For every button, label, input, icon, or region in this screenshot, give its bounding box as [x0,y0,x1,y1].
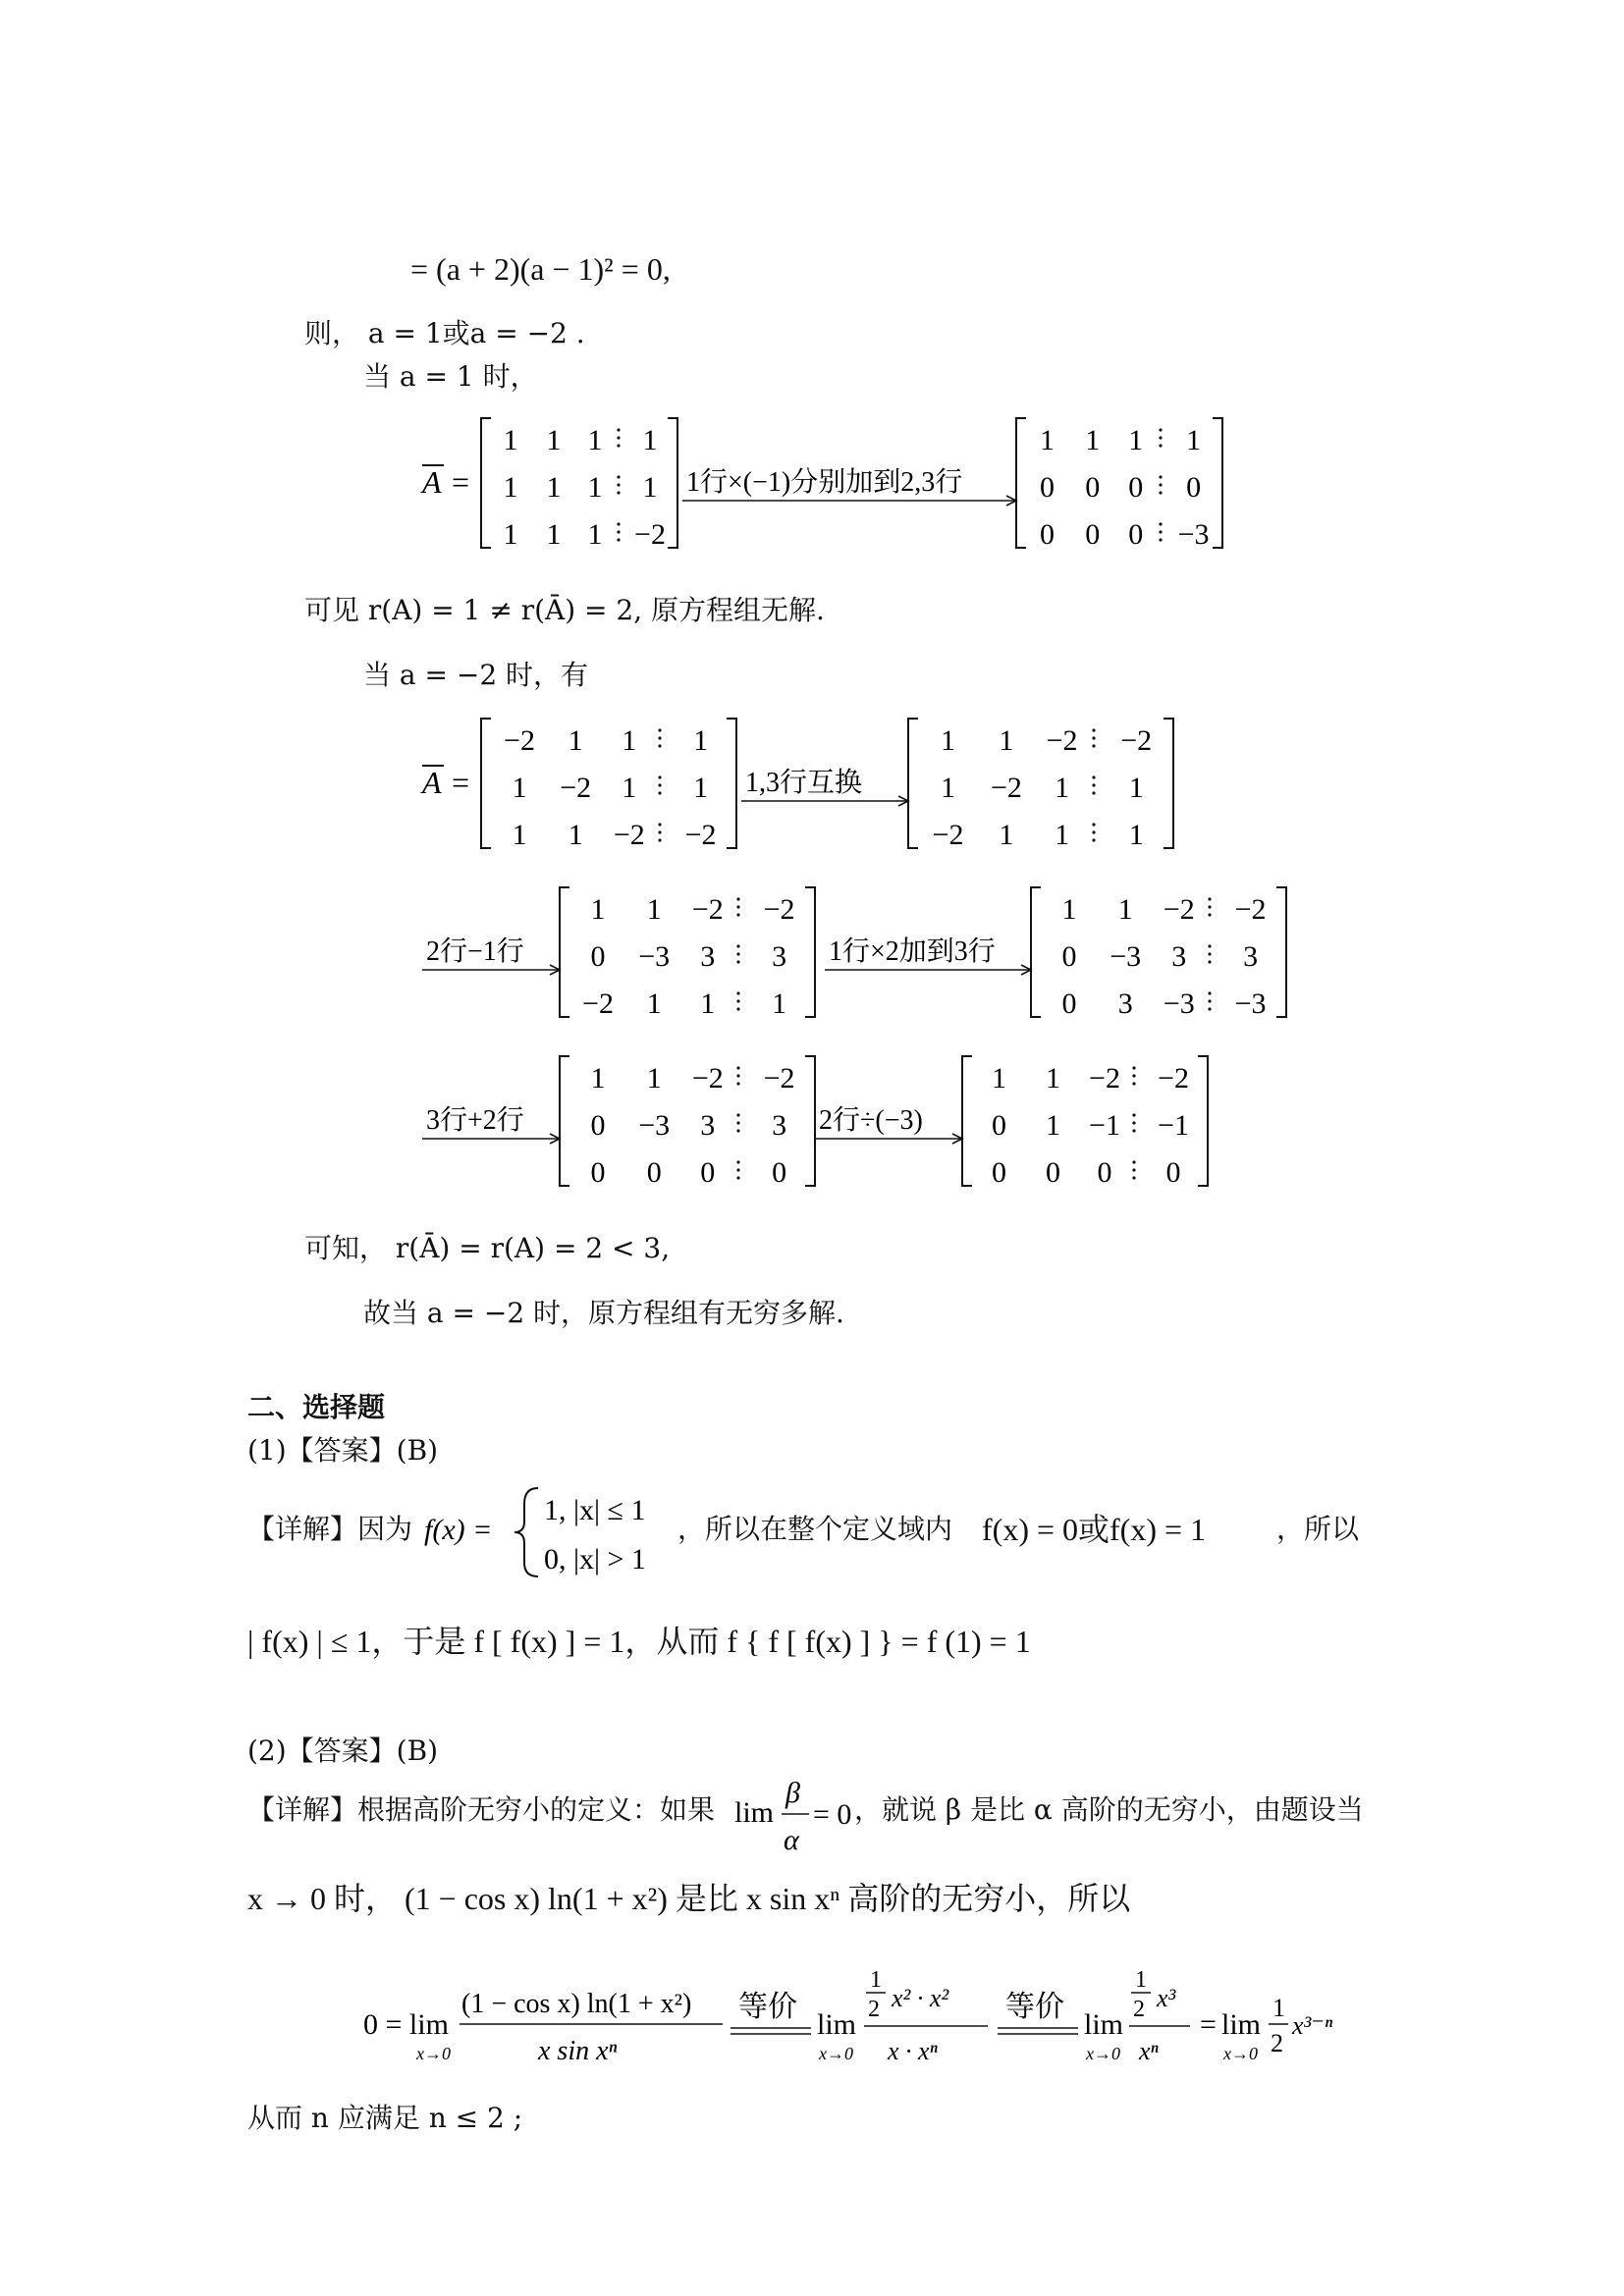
matrix-cell: −2 [1158,1062,1189,1095]
matrix-cell: 1 [546,471,562,504]
matrix-cell: 1 [646,893,662,926]
matrix-cell: 0 [1040,518,1055,551]
q1-detail-prefix: 【详解】因为 [247,1513,413,1545]
case-a-equals-minus2: 当 a = −2 时，有 [363,659,589,691]
matrix-cell: 1 [512,819,527,851]
matrix-cell: −2 [932,819,964,851]
a-bar-label: A [422,464,442,500]
matrix-cell: 1 [1046,1062,1060,1095]
svg-text:x³: x³ [1157,1984,1176,2012]
matrix-cell: 1 [693,724,709,757]
row-operation-label: 1行×(−1)分别加到2,3行 [686,467,963,498]
matrix-cell: 0 [1085,518,1101,551]
then-a-values: 则， a = 1或a = −2 . [304,317,585,349]
matrix-cell: −1 [1089,1109,1120,1142]
row-operation-label: 1行×2加到3行 [829,936,996,967]
matrix-cell: −3 [1177,518,1210,551]
svg-text:lim: lim [1084,2008,1124,2041]
matrix-cell: −2 [634,518,666,551]
matrix-cell: 0 [992,1156,1006,1189]
svg-text:lim: lim [734,1796,775,1829]
matrix-cell: 3 [700,1109,716,1142]
arrow-op2 [741,767,908,806]
svg-text:= 0: = 0 [813,1798,852,1831]
svg-text:2: 2 [868,1997,880,2022]
matrix-cell: −3 [1110,940,1142,973]
matrix-row-2 [412,705,1218,862]
piecewise-lhs: f(x) = [424,1514,493,1546]
section-2-heading: 二、选择题 [247,1391,386,1423]
matrix-row-1 [412,404,1257,561]
svg-text:x · xⁿ: x · xⁿ [888,2037,938,2065]
matrix-cell: −1 [1158,1109,1189,1142]
row-operation-label: 2行−1行 [426,936,524,967]
svg-text:x→0: x→0 [416,2044,451,2063]
matrix-m3 [481,719,736,851]
matrix-cell: 1 [546,424,562,456]
matrix-cell: 3 [1243,940,1259,973]
matrix-cell: 1 [1061,893,1077,926]
conclusion-no-solution: 可见 r(A) = 1 ≠ r(Ā) = 2, 原方程组无解. [304,594,825,626]
matrix-cell: 0 [590,1109,606,1142]
matrix-cell: −2 [691,1062,724,1095]
matrix-m6 [1031,887,1286,1020]
matrix-cell: 3 [772,1109,787,1142]
matrix-cell: 1 [1128,772,1144,804]
svg-text:x→0: x→0 [1086,2044,1120,2063]
arrow-op1 [682,466,1016,506]
svg-text:=: = [452,464,470,500]
matrix-cell: 1 [587,471,603,504]
q1-detail-end: ，所以 [1276,1513,1360,1545]
q1-line-2: | f(x) | ≤ 1，于是 f [ f(x) ] = 1，从而 f { f [ f(x) ] } = f (1) = 1 [247,1624,1031,1659]
matrix-cell: 0 [1046,1156,1060,1189]
q2-detail-1: 【详解】根据高阶无穷小的定义：如果 [247,1793,716,1826]
matrix-cell: −2 [691,893,724,926]
eq-factored: = (a + 2)(a − 1)² = 0, [410,251,671,287]
svg-text:lim: lim [1221,2008,1262,2041]
matrix-cell: 3 [772,940,787,973]
matrix-cell: 1 [642,471,658,504]
matrix-cell: 0 [1165,1156,1181,1189]
matrix-cell: 1 [1186,424,1202,456]
matrix-cell: −3 [638,1109,671,1142]
matrix-cell: 1 [587,424,603,456]
matrix-cell: 1 [622,724,637,757]
matrix-cell: 1 [1055,772,1070,804]
matrix-cell: 1 [693,772,709,804]
q2-answer: (2)【答案】(B) [247,1735,439,1767]
matrix-cell: 0 [590,1156,606,1189]
svg-text:lim: lim [817,2008,857,2041]
matrix-cell: 1 [999,724,1014,757]
svg-text:等价: 等价 [738,1991,797,2023]
matrix-m7 [560,1056,815,1189]
matrix-cell: 1 [992,1062,1006,1095]
matrix-cell: 1 [622,772,637,804]
arrow-op5 [422,1104,560,1144]
matrix-cell: −2 [763,1062,795,1095]
matrix-cell: 1 [700,988,716,1020]
case-a-equals-1: 当 a = 1 时， [363,360,538,393]
matrix-cell: −3 [1234,988,1267,1020]
matrix-cell: 1 [772,988,787,1020]
matrix-cell: 1 [503,471,518,504]
matrix-cell: 1 [1128,424,1144,456]
q1-answer: (1)【答案】(B) [247,1434,439,1467]
q1-detail-mid: ，所以在整个定义域内 [677,1513,953,1545]
piecewise-case-1: 1, |x| ≤ 1 [544,1494,646,1526]
q2-conclusion: 从而 n 应满足 n ≤ 2 ; [247,2102,523,2134]
matrix-cell: 0 [646,1156,662,1189]
svg-text:(1 − cos x) ln(1 + x²): (1 − cos x) ln(1 + x²) [461,1989,692,2019]
matrix-cell: 1 [1085,424,1101,456]
a-bar-label-2: A [422,765,442,800]
matrix-cell: −2 [1120,724,1153,757]
matrix-cell: 0 [772,1156,787,1189]
arrow-op3 [422,935,560,975]
matrix-cell: 1 [1128,819,1144,851]
matrix-cell: 0 [590,940,606,973]
matrix-cell: 0 [700,1156,716,1189]
matrix-cell: 1 [646,1062,662,1095]
row-operation-label: 1,3行互换 [745,768,863,798]
row-operation-label: 2行÷(−3) [819,1105,923,1136]
svg-text:α: α [784,1824,799,1856]
matrix-cell: 1 [587,518,603,551]
matrix-cell: −2 [560,772,592,804]
matrix-cell: −2 [990,772,1022,804]
matrix-cell: −3 [1163,988,1195,1020]
svg-text:x² · x²: x² · x² [892,1984,949,2012]
matrix-m1 [481,418,677,551]
svg-text:0 = lim: 0 = lim [363,2008,449,2041]
matrix-cell: 1 [941,772,955,804]
matrix-row-3 [412,874,1296,1031]
matrix-cell: 1 [590,893,606,926]
matrix-cell: −2 [1046,724,1078,757]
matrix-cell: 3 [1171,940,1187,973]
svg-text:1: 1 [1135,1967,1147,1993]
matrix-cell: 1 [546,518,562,551]
matrix-row-4 [412,1042,1218,1200]
svg-text:x→0: x→0 [1223,2044,1258,2063]
matrix-cell: −2 [1163,893,1195,926]
matrix-cell: 1 [590,1062,606,1095]
q1-domain-values: f(x) = 0或f(x) = 1 [982,1512,1207,1547]
matrix-cell: 1 [503,424,518,456]
matrix-cell: 3 [700,940,716,973]
svg-text:=: = [1200,2008,1217,2041]
matrix-cell: 0 [1061,988,1077,1020]
matrix-m4 [908,719,1173,851]
arrow-op6 [815,1104,962,1144]
svg-text:2: 2 [1133,1997,1145,2022]
matrix-cell: 1 [568,724,583,757]
matrix-cell: −2 [582,988,614,1020]
conclusion-infinite-solutions: 故当 a = −2 时，原方程组有无穷多解. [363,1297,844,1329]
svg-text:x³⁻ⁿ: x³⁻ⁿ [1292,2011,1333,2040]
matrix-cell: 1 [999,819,1014,851]
matrix-cell: 1 [568,819,583,851]
matrix-cell: 1 [1046,1109,1060,1142]
matrix-cell: −2 [504,724,535,757]
matrix-cell: 1 [1117,893,1133,926]
matrix-cell: −2 [1234,893,1267,926]
matrix-cell: 1 [646,988,662,1020]
matrix-cell: −3 [638,940,671,973]
matrix-cell: 0 [1128,471,1144,504]
matrix-cell: 0 [992,1109,1006,1142]
matrix-cell: 1 [1040,424,1055,456]
svg-text:1: 1 [870,1967,882,1993]
matrix-cell: −2 [684,819,717,851]
matrix-cell: 3 [1117,988,1133,1020]
piecewise-function [422,1478,677,1586]
svg-text:=: = [452,765,470,800]
svg-text:xⁿ: xⁿ [1139,2037,1159,2065]
svg-text:1: 1 [1272,1994,1285,2022]
matrix-cell: 1 [1055,819,1070,851]
matrix-cell: 0 [1085,471,1101,504]
svg-text:等价: 等价 [1005,1991,1064,2023]
matrix-m5 [560,887,815,1020]
matrix-cell: 1 [512,772,527,804]
matrix-cell: 0 [1040,471,1055,504]
matrix-cell: 1 [941,724,955,757]
matrix-cell: 0 [1097,1156,1112,1189]
q2-line-2: x → 0 时， (1 − cos x) ln(1 + x²) 是比 x sin xⁿ 高阶的无穷小，所以 [247,1881,1131,1916]
limit-definition [732,1771,852,1859]
matrix-m8 [962,1056,1208,1189]
matrix-cell: 1 [642,424,658,456]
arrow-op4 [825,935,1031,975]
matrix-cell: −2 [763,893,795,926]
matrix-cell: 0 [1128,518,1144,551]
matrix-cell: 0 [1061,940,1077,973]
conclusion-rank: 可知， r(Ā) = r(A) = 2 < 3, [304,1232,671,1264]
svg-text:2: 2 [1271,2029,1283,2057]
svg-text:x sin xⁿ: x sin xⁿ [538,2036,618,2066]
matrix-cell: 1 [503,518,518,551]
matrix-cell: 0 [1186,471,1202,504]
matrix-m2 [1016,418,1222,551]
matrix-cell: −2 [613,819,645,851]
q2-detail-2: ，就说 β 是比 α 高阶的无穷小，由题设当 [854,1793,1364,1826]
big-limit-equation [353,1948,1355,2095]
svg-text:x→0: x→0 [819,2044,853,2063]
row-operation-label: 3行+2行 [426,1105,524,1136]
svg-text:β: β [785,1777,800,1809]
piecewise-case-2: 0, |x| > 1 [544,1543,646,1575]
matrix-cell: −2 [1089,1062,1120,1095]
